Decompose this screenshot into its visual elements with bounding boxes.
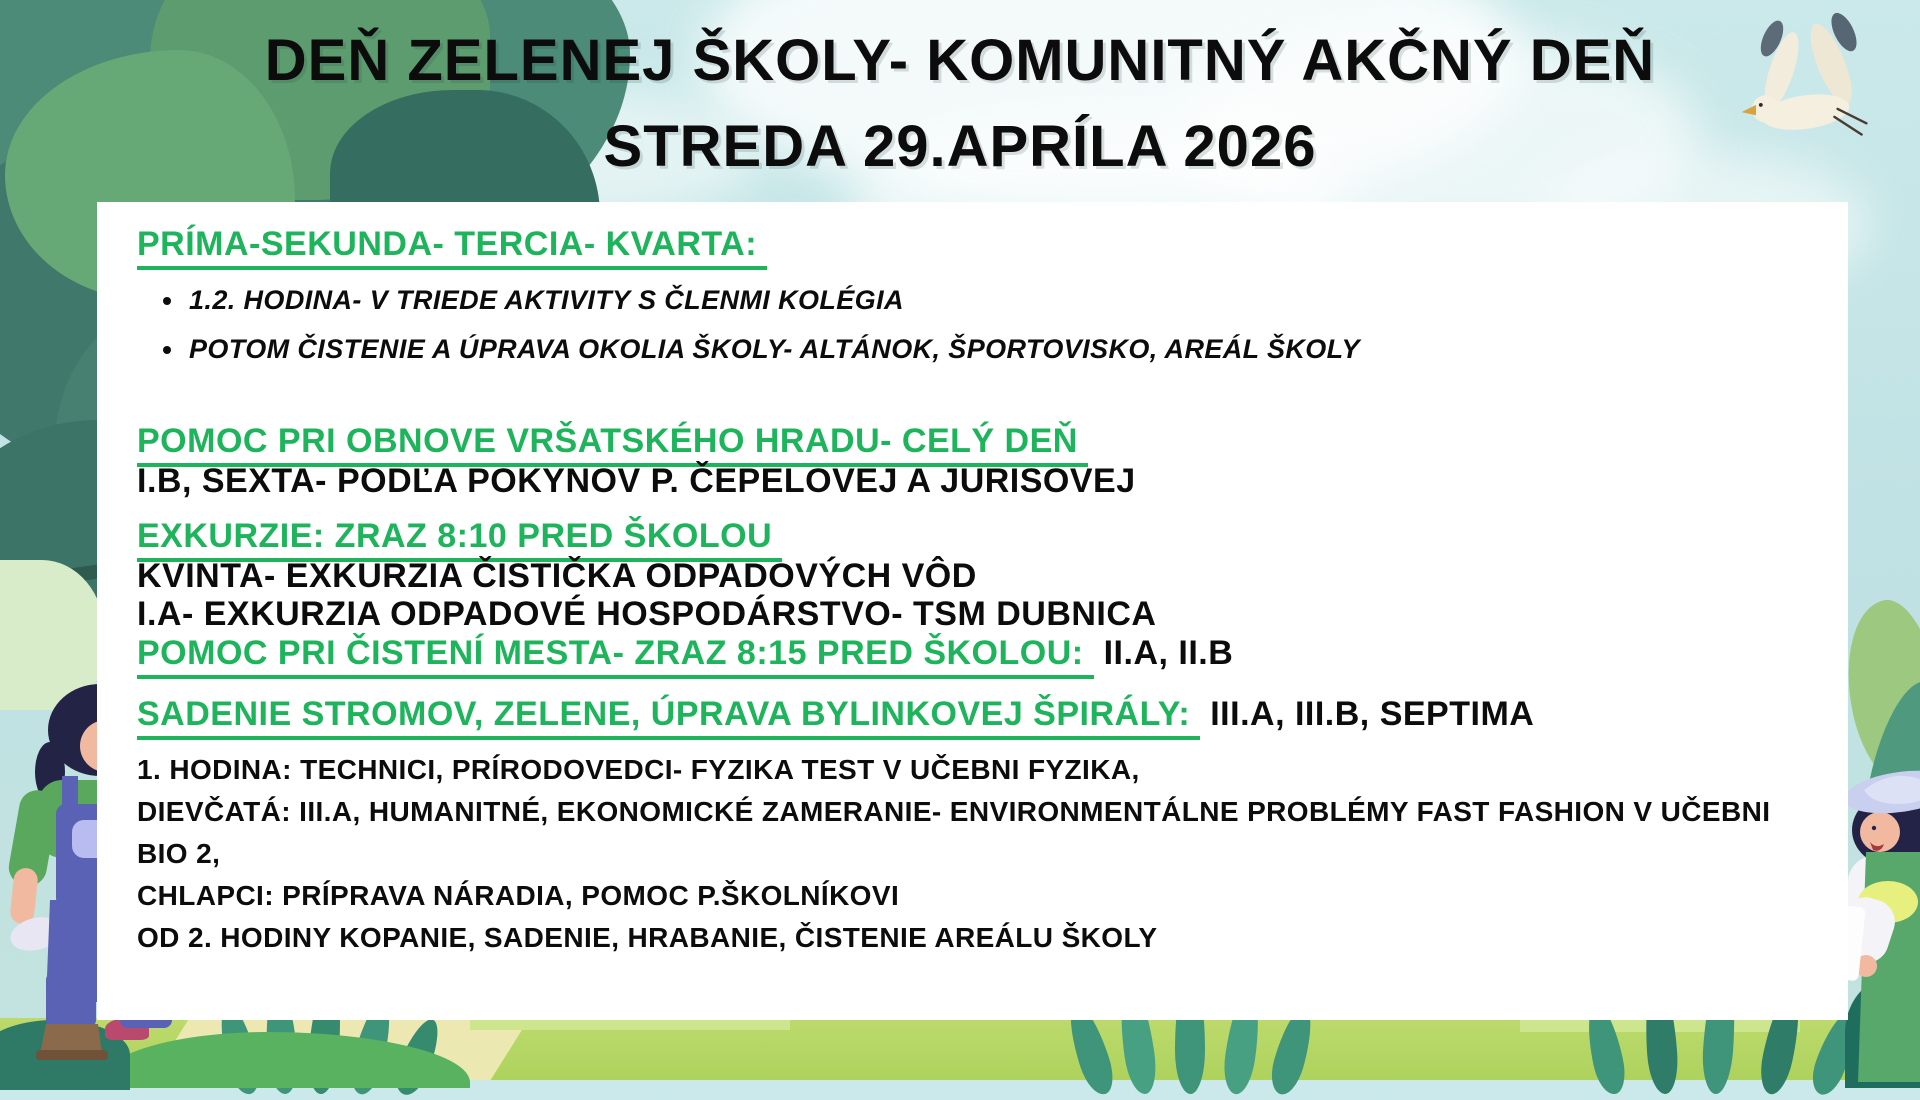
title-line-2: STREDA 29.APRÍLA 2026 xyxy=(603,114,1317,179)
planting-details xyxy=(137,749,1808,959)
castle-detail-line: I.B, SEXTA- PODĽA POKYNOV P. ČEPELOVEJ A JURISOVEJ xyxy=(137,462,1136,500)
list-item: POTOM ČISTENIE A ÚPRAVA OKOLIA ŠKOLY- ALTÁNOK, ŠPORTOVISKO, AREÁL ŠKOLY xyxy=(163,330,1808,369)
section-heading-planting: SADENIE STROMOV, ZELENE, ÚPRAVA BYLINKOVEJ ŠPIRÁLY: III.A, III.B, SEPTIMA xyxy=(137,694,1808,735)
city-cleaning-classes: II.A, II.B xyxy=(1103,634,1234,672)
content-panel xyxy=(97,202,1848,1020)
excursion-line: I.A- EXKURZIA ODPADOVÉ HOSPODÁRSTVO- TSM DUBNICA xyxy=(137,595,1157,633)
title-line-1: DEŇ ZELENEJ ŠKOLY- KOMUNITNÝ AKČNÝ DEŇ xyxy=(264,28,1656,93)
detail-line: CHLAPCI: PRÍPRAVA NÁRADIA, POMOC P.ŠKOLNÍKOVI xyxy=(137,880,900,911)
excursion-line: KVINTA- EXKURZIA ČISTIČKA ODPADOVÝCH VÔD xyxy=(137,557,977,595)
seagull-icon xyxy=(1732,12,1892,177)
section-heading-classes: PRÍMA-SEKUNDA- TERCIA- KVARTA: xyxy=(137,224,1808,265)
section-heading-castle: POMOC PRI OBNOVE VRŠATSKÉHO HRADU- CELÝ DEŇ xyxy=(137,421,1808,462)
section-heading-excursions: EXKURZIE: ZRAZ 8:10 PRED ŠKOLOU xyxy=(137,516,1808,557)
detail-line: 1. HODINA: TECHNICI, PRÍRODOVEDCI- FYZIKA TEST V UČEBNI FYZIKA, xyxy=(137,754,1140,785)
detail-line: OD 2. HODINY KOPANIE, SADENIE, HRABANIE, ČISTENIE AREÁLU ŠKOLY xyxy=(137,922,1158,953)
section-heading-city-cleaning: POMOC PRI ČISTENÍ MESTA- ZRAZ 8:15 PRED ŠKOLOU: II.A, II.B xyxy=(137,633,1808,674)
detail-line: DIEVČATÁ: III.A, HUMANITNÉ, EKONOMICKÉ ZAMERANIE- ENVIRONMENTÁLNE PROBLÉMY FAST FASHION V UČEBNI BIO 2, xyxy=(137,796,1771,869)
poster-title xyxy=(0,18,1920,190)
planting-classes: III.A, III.B, SEPTIMA xyxy=(1210,695,1535,733)
class-activity-list xyxy=(163,281,1808,369)
list-item: 1.2. HODINA- V TRIEDE AKTIVITY S ČLENMI KOLÉGIA xyxy=(163,281,1808,320)
